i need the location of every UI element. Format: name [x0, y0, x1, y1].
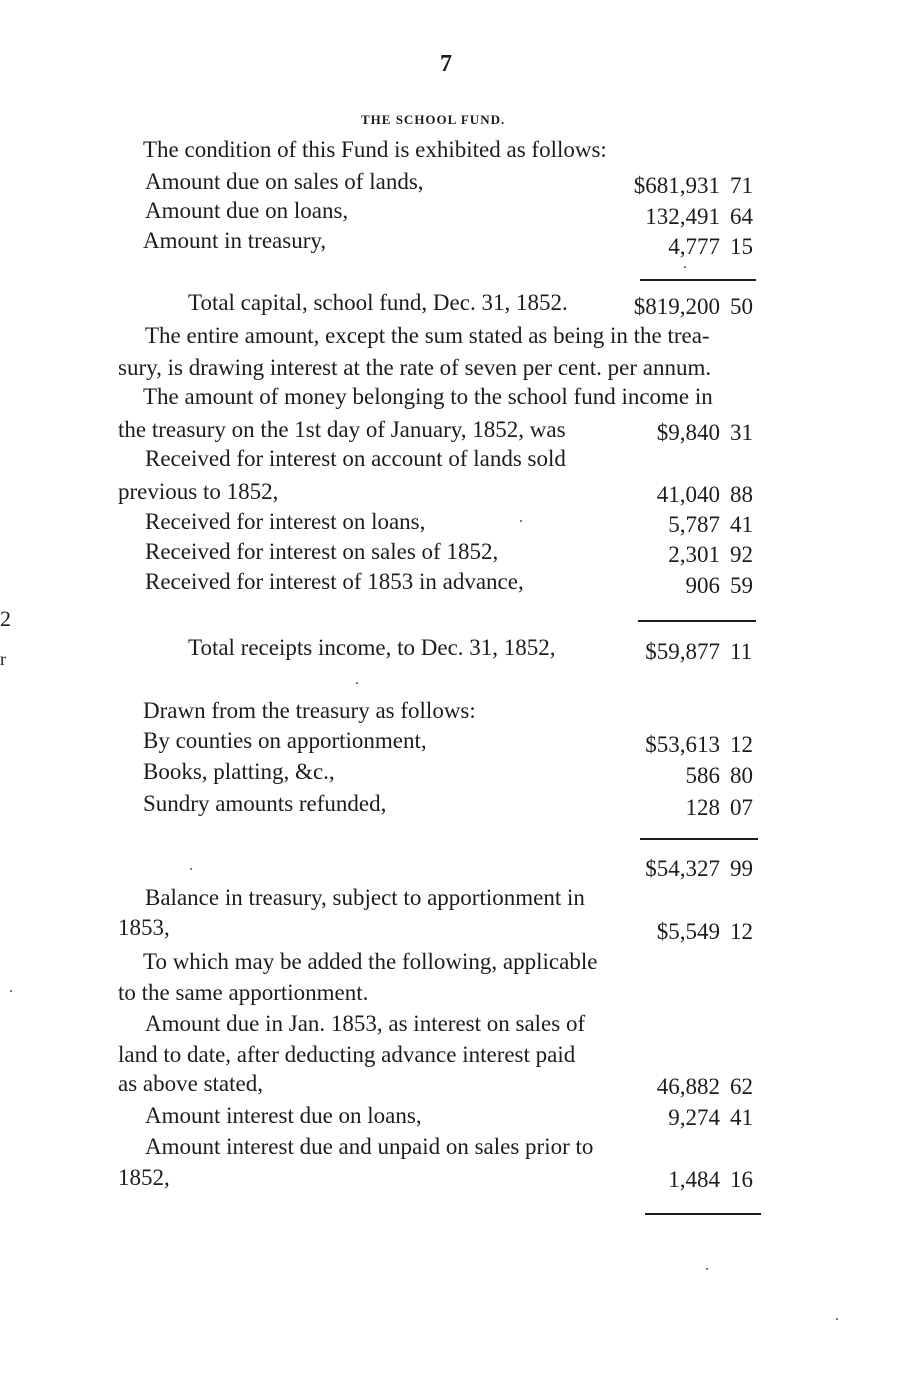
- receipt-cents: 59: [730, 573, 753, 598]
- balance-cents: 12: [730, 919, 753, 944]
- capital-item-dollars: $681,931: [633, 173, 720, 198]
- additions-intro-line: to the same apportionment.: [118, 980, 369, 1005]
- balance-line: Balance in treasury, subject to apportionment in: [145, 885, 585, 910]
- capital-total-label: Total capital, school fund, Dec. 31, 1852.: [188, 290, 568, 315]
- drawn-item-dollars: 586: [685, 763, 720, 788]
- capital-item-dollars: 4,777: [668, 234, 720, 259]
- receipt-dollars: 41,040: [656, 482, 720, 507]
- capital-item-cents: 64: [730, 204, 753, 229]
- drawn-item-cents: 80: [730, 763, 753, 788]
- print-speck: [520, 520, 522, 522]
- income-opening-cents: 31: [730, 420, 753, 445]
- drawn-item-label: By counties on apportionment,: [143, 728, 427, 753]
- addition-line: as above stated,: [118, 1071, 263, 1096]
- receipts-total-label: Total receipts income, to Dec. 31, 1852,: [188, 635, 556, 660]
- receipt-line: Received for interest on sales of 1852,: [145, 539, 499, 564]
- interest-note-line: The entire amount, except the sum stated as being in the trea-: [145, 323, 710, 348]
- page-number: 7: [440, 51, 452, 77]
- margin-mark: r: [0, 649, 6, 669]
- receipts-total-cents: 11: [730, 639, 753, 664]
- addition-cents: 41: [730, 1105, 753, 1130]
- receipts-total-dollars: $59,877: [645, 639, 720, 664]
- print-speck: [10, 990, 12, 992]
- print-speck: [190, 868, 192, 870]
- capital-total-dollars: $819,200: [633, 294, 720, 319]
- section-title: THE SCHOOL FUND.: [361, 112, 506, 127]
- income-opening-dollars: $9,840: [656, 420, 720, 445]
- sum-rule: [645, 1213, 761, 1215]
- receipt-cents: 41: [730, 512, 753, 537]
- print-speck: [706, 1268, 708, 1270]
- receipt-dollars: 2,301: [668, 542, 720, 567]
- capital-item-cents: 15: [730, 234, 753, 259]
- addition-dollars: 1,484: [668, 1167, 720, 1192]
- drawn-heading: Drawn from the treasury as follows:: [143, 698, 476, 723]
- capital-total-cents: 50: [730, 294, 753, 319]
- addition-line: 1852,: [118, 1165, 170, 1190]
- income-opening-line: the treasury on the 1st day of January, 1852, was: [118, 417, 566, 442]
- receipt-dollars: 906: [685, 573, 720, 598]
- drawn-item-dollars: $53,613: [645, 732, 720, 757]
- sum-rule: [640, 838, 758, 840]
- addition-cents: 62: [730, 1074, 753, 1099]
- addition-line: Amount due in Jan. 1853, as interest on sales of: [145, 1011, 586, 1036]
- intro-text: The condition of this Fund is exhibited as follows:: [143, 137, 607, 162]
- sum-rule: [638, 620, 756, 622]
- receipt-cents: 88: [730, 482, 753, 507]
- capital-item-label: Amount in treasury,: [143, 228, 327, 253]
- receipt-line: Received for interest on loans,: [145, 509, 426, 534]
- balance-line: 1853,: [118, 915, 170, 940]
- addition-cents: 16: [730, 1167, 753, 1192]
- print-speck: [356, 682, 358, 684]
- drawn-item-cents: 12: [730, 732, 753, 757]
- receipt-line: Received for interest of 1853 in advance,: [145, 569, 524, 594]
- addition-line: land to date, after deducting advance interest paid: [118, 1042, 576, 1067]
- sum-rule: [640, 279, 756, 281]
- drawn-item-label: Books, platting, &c.,: [143, 759, 335, 784]
- interest-note-line: sury, is drawing interest at the rate of seven per cent. per annum.: [118, 355, 712, 380]
- drawn-total-dollars: $54,327: [645, 856, 720, 881]
- margin-mark: 2: [0, 606, 11, 631]
- drawn-item-cents: 07: [730, 795, 753, 820]
- additions-intro-line: To which may be added the following, applicable: [143, 949, 598, 974]
- receipt-line: previous to 1852,: [118, 479, 279, 504]
- capital-item-cents: 71: [730, 173, 753, 198]
- balance-dollars: $5,549: [656, 919, 720, 944]
- income-opening-line: The amount of money belonging to the school fund income in: [143, 384, 713, 409]
- drawn-item-dollars: 128: [685, 795, 720, 820]
- addition-dollars: 9,274: [668, 1105, 720, 1130]
- drawn-total-cents: 99: [730, 856, 753, 881]
- addition-dollars: 46,882: [656, 1074, 720, 1099]
- addition-line: Amount interest due on loans,: [145, 1103, 422, 1128]
- print-speck: [836, 1318, 838, 1320]
- capital-item-dollars: 132,491: [645, 204, 720, 229]
- receipt-cents: 92: [730, 542, 753, 567]
- capital-item-label: Amount due on loans,: [145, 198, 349, 223]
- capital-item-label: Amount due on sales of lands,: [145, 169, 424, 194]
- drawn-item-label: Sundry amounts refunded,: [143, 791, 387, 816]
- receipt-dollars: 5,787: [668, 512, 720, 537]
- receipt-line: Received for interest on account of lands sold: [145, 446, 566, 471]
- print-speck: [684, 266, 686, 268]
- addition-line: Amount interest due and unpaid on sales prior to: [145, 1134, 594, 1159]
